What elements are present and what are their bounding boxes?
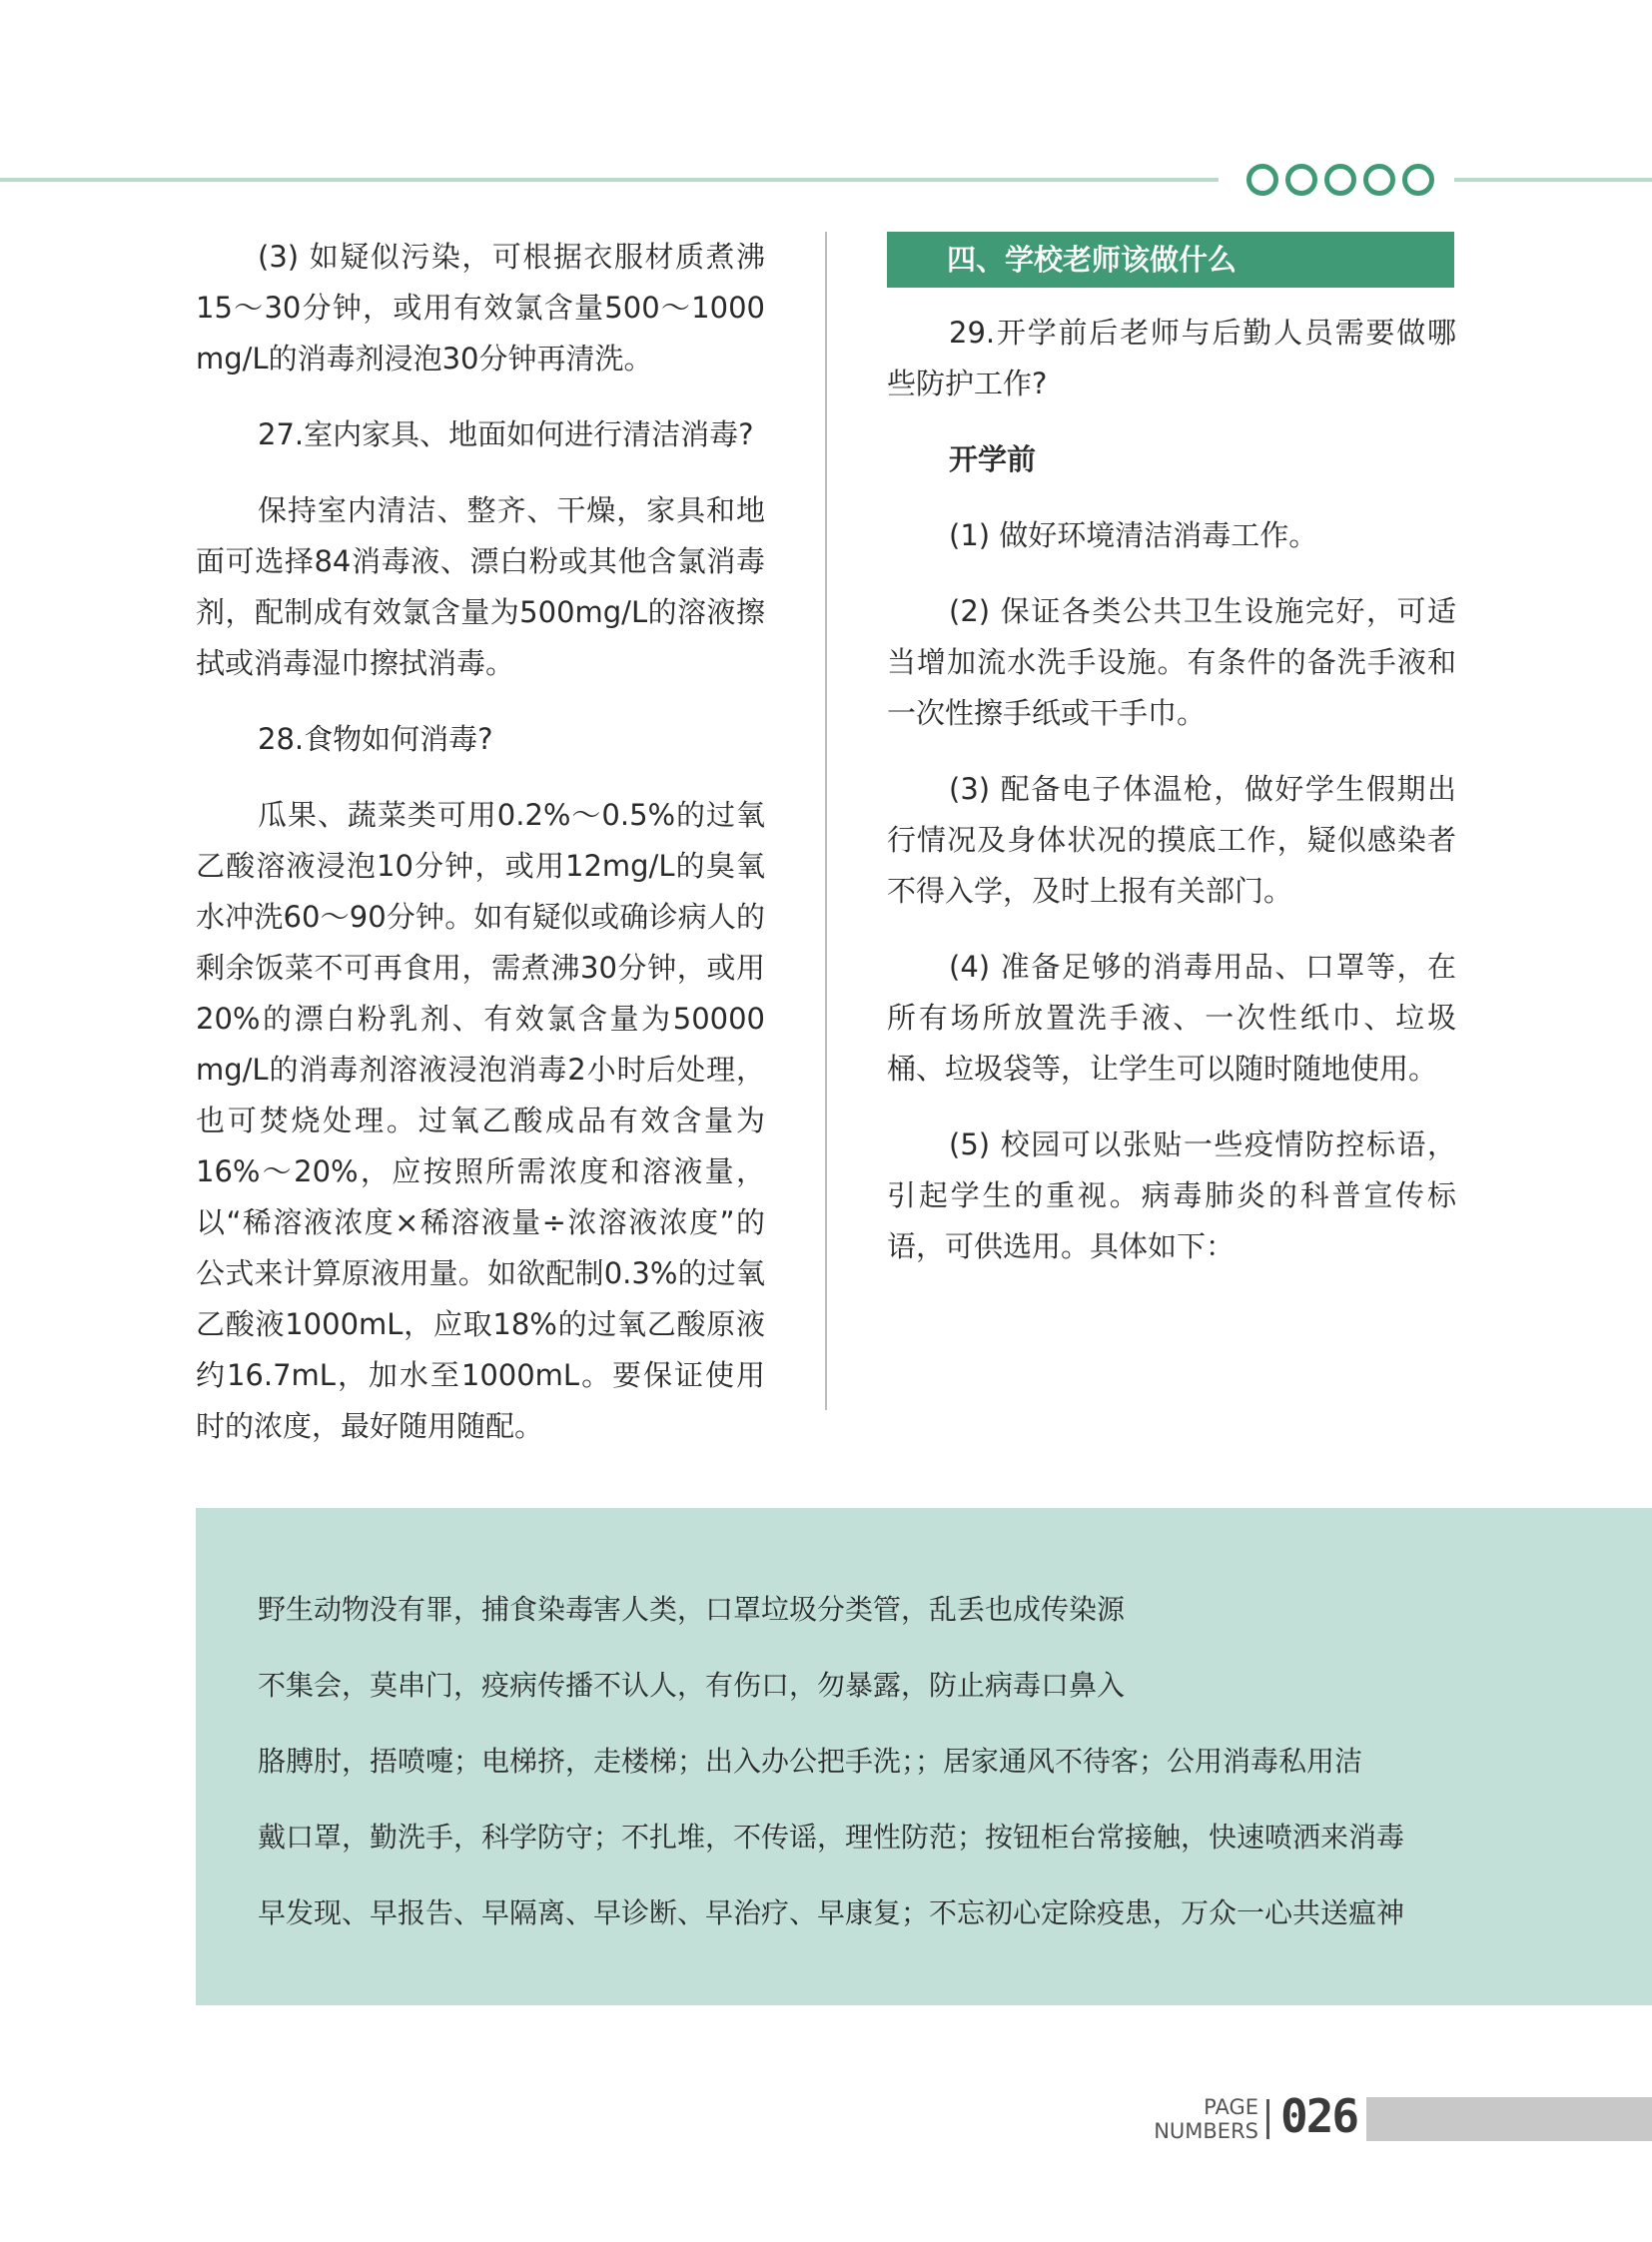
page-label-line2: NUMBERS	[1154, 2119, 1258, 2143]
circle-icon	[1285, 164, 1317, 196]
page-label-line1: PAGE	[1204, 2095, 1258, 2119]
paragraph: 瓜果、蔬菜类可用0.2%～0.5%的过氧乙酸溶液浸泡10分钟，或用12mg/L的臭氧水冲洗60～90分钟。如有疑似或确诊病人的剩余饭菜不可再食用，需煮沸30分钟，或用20%的漂白粉乳剂、有效氯含量为50000 mg/L的消毒剂溶液浸泡消毒2小时后处理，也可焚烧处理。过氧乙酸成品有效含量为16%～20%，应按照所需浓度和溶液量，以“稀溶液浓度×稀溶液量÷浓溶液浓度”的公式来计算原液用量。如欲配制0.3%的过氧乙酸液1000mL，应取18%的过氧乙酸原液约16.7mL，加水至1000mL。要保证使用时的浓度，最好随用随配。	[196, 798, 765, 1443]
slogan-line: 野生动物没有罪，捕食染毒害人类，口罩垃圾分类管，乱丢也成传染源	[258, 1593, 1126, 1626]
page-bar	[1366, 2097, 1652, 2141]
circle-icon	[1246, 164, 1278, 196]
subheading: 开学前	[949, 442, 1037, 476]
paragraph: 保持室内清洁、整齐、干燥，家具和地面可选择84消毒液、漂白粉或其他含氯消毒剂，配制成有效氯含量为500mg/L的溶液擦拭或消毒湿巾擦拭消毒。	[196, 493, 765, 680]
list-item: (3) 配备电子体温枪，做好学生假期出行情况及身体状况的摸底工作，疑似感染者不得入学，及时上报有关部门。	[887, 772, 1456, 908]
slogan-line: 不集会，莫串门，疫病传播不认人，有伤口，勿暴露，防止病毒口鼻入	[258, 1669, 1126, 1702]
section-title: 四、学校老师该做什么	[887, 232, 1454, 288]
page-separator	[1266, 2099, 1269, 2139]
paragraph: (3) 如疑似污染，可根据衣服材质煮沸15～30分钟，或用有效氯含量500～1000 mg/L的消毒剂浸泡30分钟再清洗。	[196, 240, 765, 375]
list-item: (2) 保证各类公共卫生设施完好，可适当增加流水洗手设施。有条件的备洗手液和一次性擦手纸或干手巾。	[887, 594, 1456, 730]
question-heading: 27.室内家具、地面如何进行清洁消毒?	[258, 417, 754, 451]
circle-icon	[1402, 164, 1434, 196]
circle-icon	[1324, 164, 1356, 196]
page-footer	[0, 2091, 1652, 2147]
page-number: 026	[1280, 2089, 1358, 2143]
question-heading: 28.食物如何消毒?	[258, 722, 493, 756]
page-label	[1139, 2095, 1258, 2143]
header-rule-left	[0, 178, 1219, 182]
list-item: (1) 做好环境清洁消毒工作。	[949, 518, 1318, 552]
column-divider	[825, 232, 827, 1410]
circle-icon	[1363, 164, 1395, 196]
list-item: (4) 准备足够的消毒用品、口罩等，在所有场所放置洗手液、一次性纸巾、垃圾桶、垃圾袋等，让学生可以随时随地使用。	[887, 950, 1456, 1086]
header-dots	[1246, 164, 1434, 196]
slogan-list	[258, 1572, 1404, 1951]
header-rule-right	[1454, 178, 1652, 182]
slogan-line: 胳膊肘，捂喷嚏；电梯挤，走楼梯；出入办公把手洗；；居家通风不待客；公用消毒私用洁	[258, 1745, 1363, 1778]
right-column	[887, 232, 1456, 1297]
question-heading: 29.开学前后老师与后勤人员需要做哪些防护工作?	[887, 316, 1456, 400]
slogan-line: 早发现、早报告、早隔离、早诊断、早治疗、早康复；不忘初心定除疫患，万众一心共送瘟神	[258, 1896, 1405, 1929]
slogan-panel	[196, 1508, 1652, 2005]
list-item: (5) 校园可以张贴一些疫情防控标语，引起学生的重视。病毒肺炎的科普宣传标语，可供选用。具体如下：	[887, 1127, 1456, 1263]
left-column	[196, 232, 765, 1477]
slogan-line: 戴口罩，勤洗手，科学防守；不扎堆，不传谣，理性防范；按钮柜台常接触，快速喷洒来消毒	[258, 1821, 1405, 1854]
